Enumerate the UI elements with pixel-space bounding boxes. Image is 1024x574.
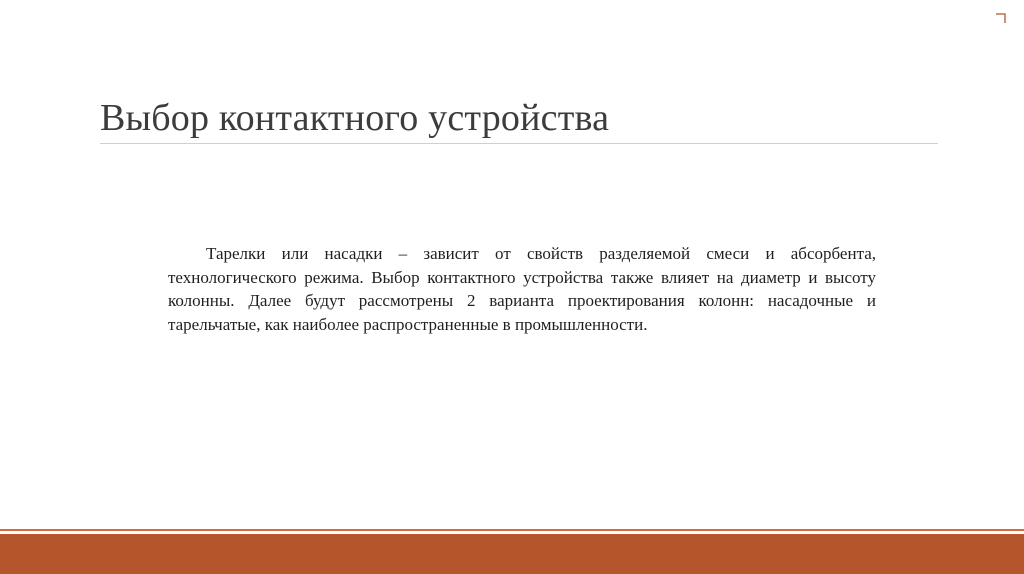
- slide-body-text: Тарелки или насадки – зависит от свойств разделяемой смеси и абсорбента, технологического режима. Выбор контактного устройства также влияет на диаметр и высоту колонны. Далее будут рассмотрены 2 варианта проектирования колонн: насадочные и тарельчатые, как наиболее распространенные в промышленности.: [168, 244, 876, 334]
- footer-accent-bar: [0, 534, 1024, 574]
- title-divider: [100, 143, 938, 144]
- footer-accent-line: [0, 529, 1024, 531]
- corner-chevron-icon: [992, 12, 1008, 28]
- slide-title: Выбор контактного устройства: [100, 97, 610, 139]
